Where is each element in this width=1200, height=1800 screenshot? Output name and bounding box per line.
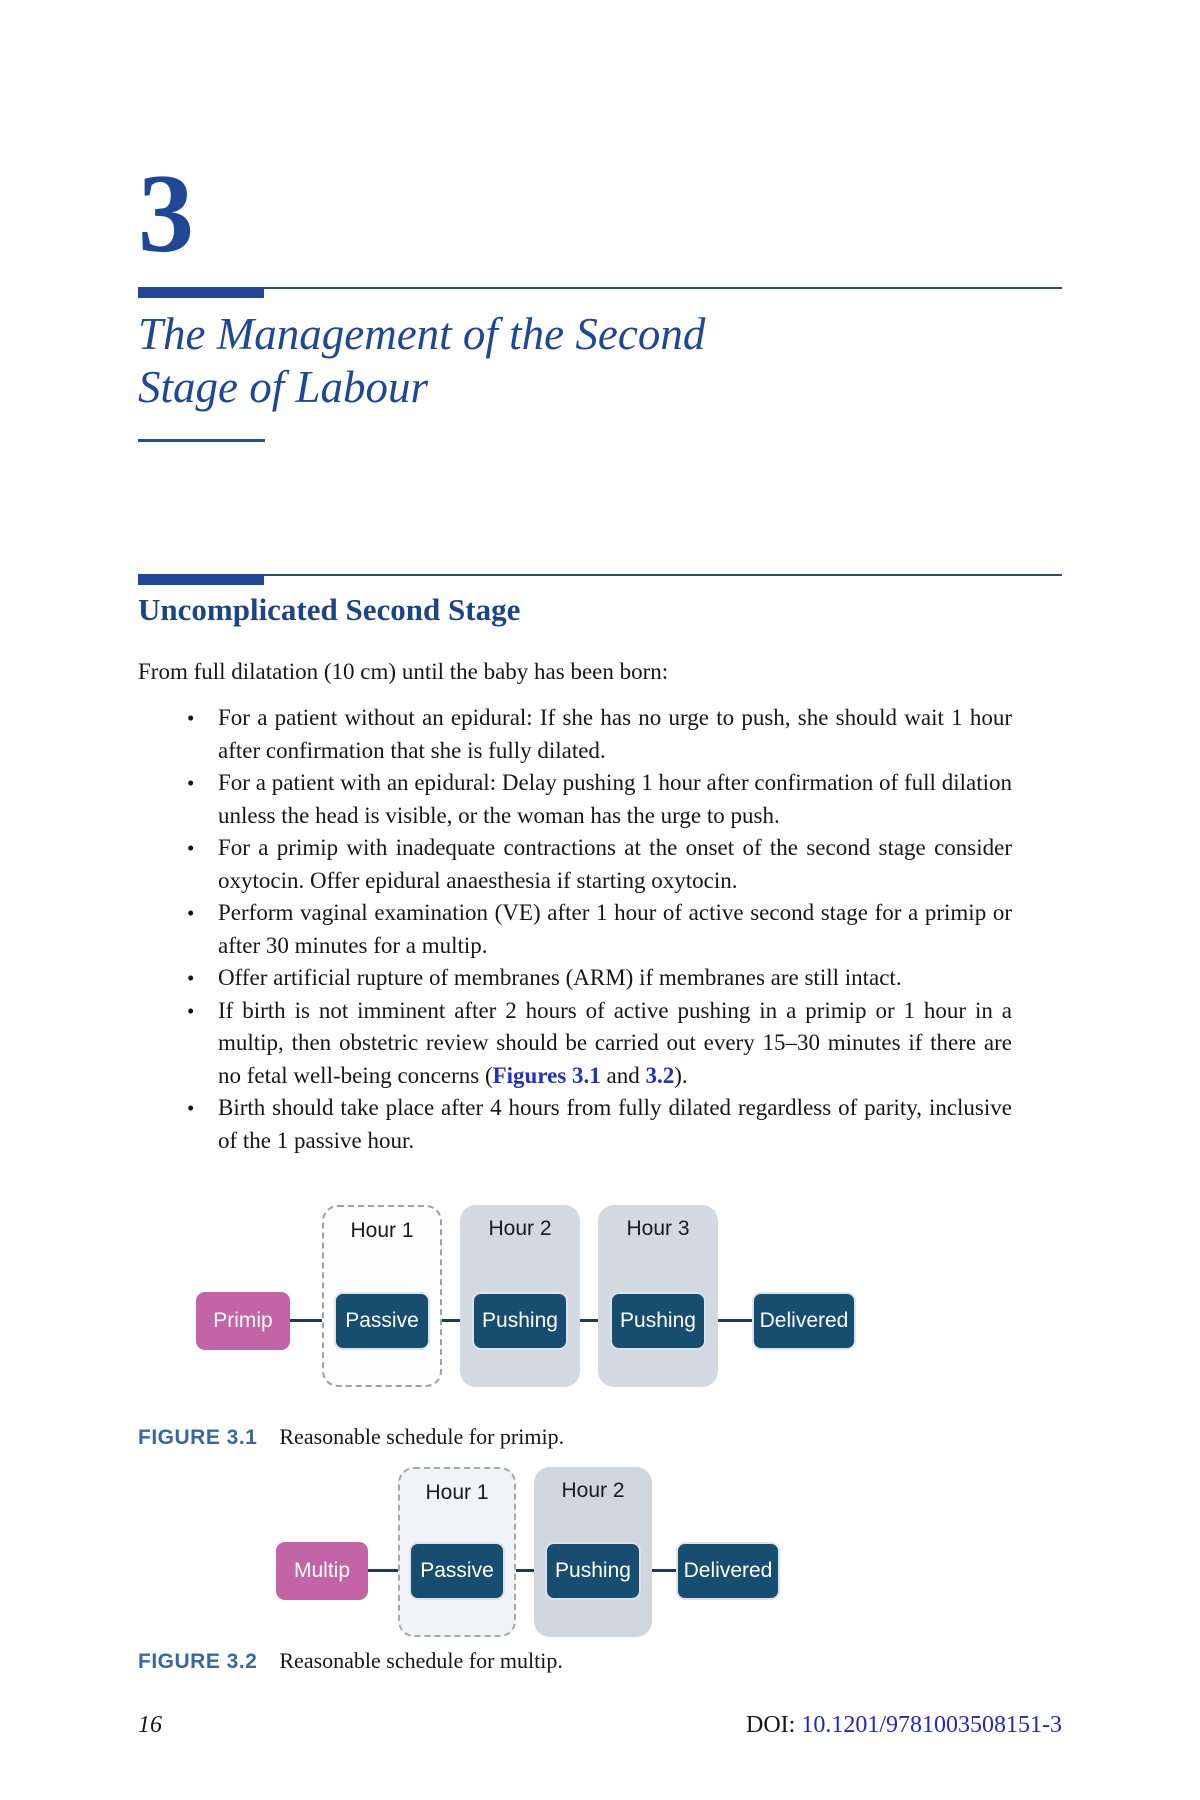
hour-label: Hour 1 — [350, 1219, 414, 1242]
bullet-item: • Offer artificial rupture of membranes (ARM) if membranes are still intact. — [218, 962, 1012, 995]
rule-thick-segment — [138, 574, 264, 585]
bullet-item: • For a primip with inadequate contractions at the onset of the second stage consider oxytocin. Offer epidural anaesthesia if starting oxytocin. — [218, 832, 1012, 897]
hour-label: Hour 2 — [488, 1217, 552, 1240]
pushing-node: Pushing — [545, 1542, 641, 1600]
chapter-title — [138, 308, 958, 414]
bullet-item: • Perform vaginal examination (VE) after 1 hour of active second stage for a primip or after 30 minutes for a multip. — [218, 897, 1012, 962]
passive-node: Passive — [409, 1542, 505, 1600]
figure-3-1-caption — [138, 1424, 1012, 1450]
doi-line — [746, 1712, 1062, 1739]
passive-node: Passive — [334, 1292, 430, 1350]
multip-node: Multip — [276, 1542, 368, 1600]
figure-3-2-reference-link[interactable]: 3.2 — [645, 1062, 675, 1088]
rule-thin-line — [138, 287, 1062, 289]
bullet-item — [218, 995, 1012, 1093]
hour-label: Hour 2 — [561, 1479, 625, 1502]
bullet-item: • For a patient without an epidural: If she has no urge to push, she should wait 1 hour after confirmation that she is fully dilated. — [218, 702, 1012, 767]
doi-link[interactable]: 10.1201/9781003508151-3 — [801, 1712, 1062, 1738]
caption-text: Reasonable schedule for multip. — [279, 1648, 563, 1673]
primip-node: Primip — [196, 1292, 290, 1350]
pushing-node: Pushing — [472, 1292, 568, 1350]
figure-label: FIGURE 3.1 — [138, 1426, 258, 1449]
bullet-text: If birth is not imminent after 2 hours of active pushing in a primip or 1 hour in a multip, then obstetric review should be carried out every 15–30 minutes if there are no fetal well-being concerns ( — [218, 997, 1012, 1088]
caption-text: Reasonable schedule for primip. — [279, 1424, 565, 1449]
intro-paragraph: From full dilatation (10 cm) until the baby has been born: — [138, 659, 669, 684]
figure-3-1-reference-link[interactable]: Figures 3.1 — [492, 1062, 601, 1088]
chapter-title-line1: The Management of the Second — [138, 309, 706, 359]
figure-label: FIGURE 3.2 — [138, 1650, 258, 1673]
chapter-rule — [138, 287, 1062, 298]
bullet-item: • For a patient with an epidural: Delay pushing 1 hour after confirmation of full dilation unless the head is visible, or the woman has the urge to push. — [218, 767, 1012, 832]
bullet-list — [218, 702, 1012, 1157]
bullet-text: and — [600, 1062, 646, 1088]
figure-3-2-caption — [138, 1648, 1012, 1674]
pushing-node: Pushing — [610, 1292, 706, 1350]
section-heading: Uncomplicated Second Stage — [138, 592, 521, 627]
rule-thick-segment — [138, 287, 264, 298]
hour-label: Hour 3 — [626, 1217, 690, 1240]
rule-thin-line — [138, 574, 1062, 576]
chapter-title-line2: Stage of Labour — [138, 362, 429, 412]
delivered-node: Delivered — [752, 1292, 856, 1350]
title-underline — [138, 439, 265, 442]
chapter-number: 3 — [138, 152, 194, 276]
doi-label: DOI: — [746, 1712, 796, 1738]
hour-label: Hour 1 — [425, 1481, 489, 1504]
bullet-item: • Birth should take place after 4 hours from fully dilated regardless of parity, inclusive of the 1 passive hour. — [218, 1092, 1012, 1157]
page-number: 16 — [138, 1712, 162, 1738]
section-rule — [138, 574, 1062, 585]
delivered-node: Delivered — [676, 1542, 780, 1600]
bullet-text: ). — [674, 1062, 688, 1088]
